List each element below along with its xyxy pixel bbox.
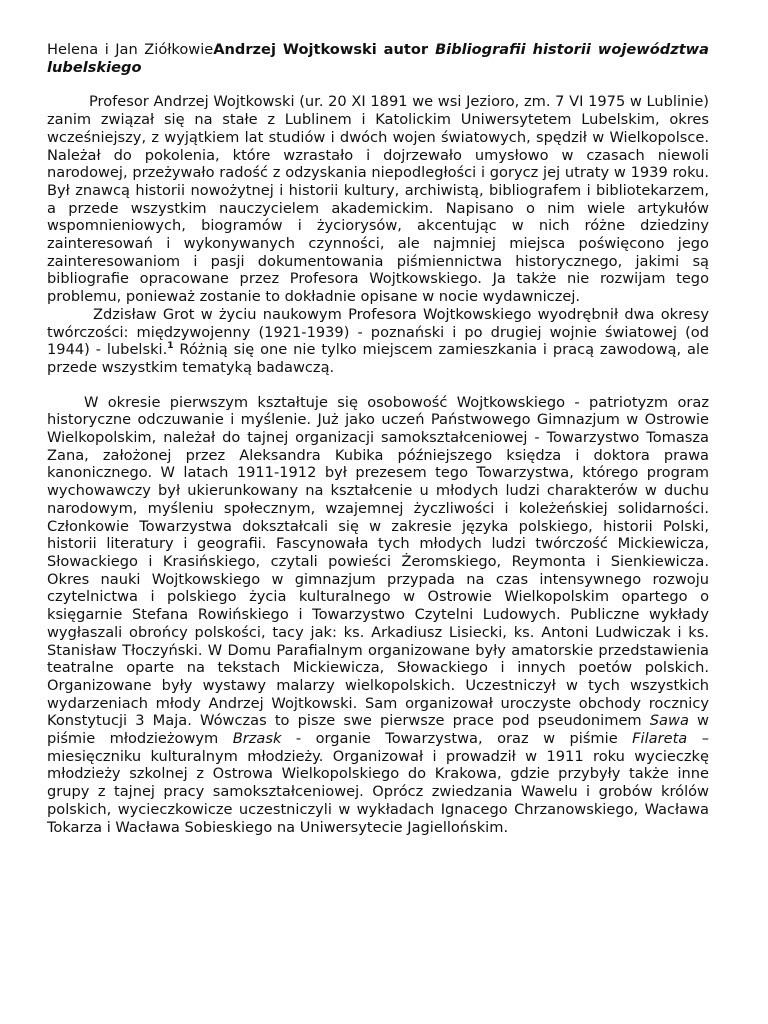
title-authors: Helena i Jan Ziółkowie <box>47 41 214 58</box>
paragraph-2-text-a: Zdzisław Grot w życiu naukowym Profesora Wojtkowskiego wyodrębnił dwa okresy twórczości: międzywojenny (1921-1939) - poznański i po drugiej wojnie światowej (od 1944) - lubelski. <box>47 305 709 359</box>
magazine-brzask: Brzask <box>232 730 282 748</box>
paragraph-3-text-1: W okresie pierwszym kształtuje się osobowość Wojtkowskiego - patriotyzm oraz historyczne odczuwanie i myślenie. Już jako uczeń Państwowego Gimnazjum w Ostrowie Wielkopolskim, należał do tajnej organizacji samokształceniowej - Towarzystwo Tomasza Zana, założonej przez Aleksandra Kubika późniejszego księdza i doktora prawa kanonicznego. W latach 1911-1912 był prezesem tego Towarzystwa, którego program wychowawczy był ukierunkowany na kształcenie u młodych ludzi charakterów w duchu narodowym, myśleniu społecznym, wzajemnej życzliwości i koleżeńskiej solidarności. Członkowie Towarzystwa dokształcali się w zakresie języka polskiego, historii Polski, historii literatury i geografii. Fascynowała tych młodych ludzi twórczość Mickiewicza, Słowackiego i Krasińskiego, czytali powieści Żeromskiego, Reymonta i Sienkiewicza. Okres nauki Wojtkowskiego w gimnazjum przypada na czas intensywnego rozwoju czytelnictwa i polskiego życia kulturalnego w Ostrowie Wielkopolskim opartego o księgarnie Stefana Rowińskiego i Towarzystwo Czytelni Ludowych. Publiczne wykłady wygłaszali obrońcy polskości, tacy jak: ks. Arkadiusz Lisiecki, ks. Antoni Ludwiczak i ks. Stanisław Tłoczyński. W Domu Parafialnym organizowane były amatorskie przedstawienia teatralne oparte na tekstach Mickiewicza, Słowackiego i innych poetów polskich. Organizowane były wystawy malarzy wielkopolskich. Uczestniczył w tych wszystkich wydarzeniach młody Andrzej Wojtkowski. Sam organizował uroczyste obchody rocznicy Konstytucji 3 Maja. Wówczas to pisze swe pierwsze prace pod pseudonimem <box>47 393 709 730</box>
paragraph-3 <box>47 394 709 837</box>
paragraph-1: Profesor Andrzej Wojtkowski (ur. 20 XI 1891 we wsi Jezioro, zm. 7 VI 1975 w Lublinie) zanim związał się na stałe z Lublinem i Katolickim Uniwersytetem Lubelskim, okres wcześniejszy, z wyjątkiem lat studiów i dwóch wojen światowych, spędził w Wielkopolsce. Należał do pokolenia, które wzrastało i dojrzewało umysłowo w czasach niewoli narodowej, przeżywało radość z odzyskania niepodległości i gorycz jej utraty w 1939 roku. Był znawcą historii nowożytnej i historii kultury, archiwistą, bibliografem i bibliotekarzem, a przede wszystkim nauczycielem akademickim. Napisano o nim wiele artykułów wspomnieniowych, biogramów i życiorysów, akcentując w nich różne dziedziny zainteresowań i wykonywanych czynności, ale najmniej miejsca poświęcono jego zainteresowaniom i pasji dokumentowania piśmiennictwa historycznego, jakimi są bibliografie opracowane przez Profesora Wojtkowskiego. Ja także nie rozwijam tego problemu, ponieważ zostanie to dokładnie opisane w nocie wydawniczej. <box>47 93 709 306</box>
paragraph-3-text-4: – miesięczniku kulturalnym młodzieży. Organizował i prowadził w 1911 roku wycieczkę młodzieży szkolnej z Ostrowa Wielkopolskiego do Krakowa, gdzie przybyły także inne grupy z tajnej pracy samokształceniowej. Oprócz zwiedzania Wawelu i grobów królów polskich, wycieczkowicze uczestniczyli w wykładach Ignacego Chrzanowskiego, Wacława Tokarza i Wacława Sobieskiego na Uniwersytecie Jagiellońskim. <box>47 730 710 836</box>
document-title <box>47 41 709 76</box>
paragraph-3-text-2: w piśmie młodzieżowym <box>47 712 709 748</box>
paragraph-2-text-b: Różnią się one nie tylko miejscem zamieszkania i pracą zawodową, ale przede wszystkim tematyką badawczą. <box>47 341 709 376</box>
title-italic: Bibliografii historii województwa lubelskiego <box>47 41 709 76</box>
pseudonym-sawa: Sawa <box>649 712 689 730</box>
paragraph-2 <box>47 306 709 377</box>
magazine-filareta: Filareta <box>632 730 688 748</box>
title-bold: Andrzej Wojtkowski autor <box>213 41 436 58</box>
footnote-reference[interactable]: 1 <box>167 341 174 352</box>
paragraph-3-text-3: - organie Towarzystwa, oraz w piśmie <box>281 730 633 748</box>
